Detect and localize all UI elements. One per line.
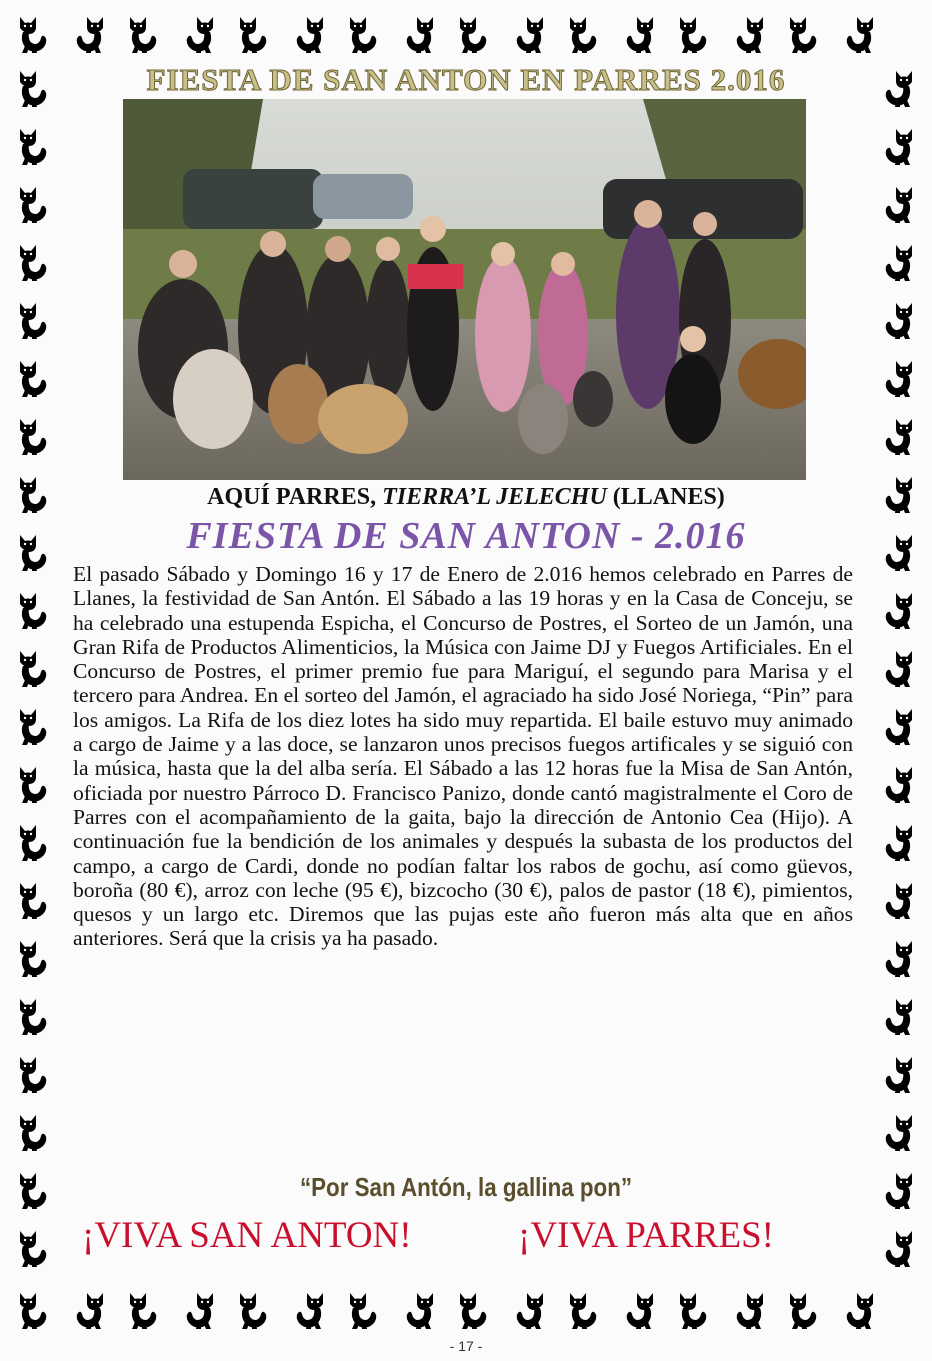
black-cat-icon [16, 880, 52, 920]
black-cat-icon [880, 938, 916, 978]
black-cat-icon [880, 532, 916, 572]
black-cat-icon [880, 1112, 916, 1152]
black-cat-icon [16, 532, 52, 572]
black-cat-icon [511, 14, 547, 54]
black-cat-icon [291, 1290, 327, 1330]
black-cat-icon [880, 590, 916, 630]
black-cat-icon [880, 358, 916, 398]
black-cat-icon [880, 416, 916, 456]
black-cat-icon [16, 1290, 52, 1330]
black-cat-icon [880, 1170, 916, 1210]
black-cat-icon [71, 14, 107, 54]
black-cat-icon [126, 1290, 162, 1330]
black-cat-icon [731, 1290, 767, 1330]
black-cat-icon [16, 648, 52, 688]
black-cat-icon [401, 1290, 437, 1330]
black-cat-icon [880, 474, 916, 514]
black-cat-icon [566, 14, 602, 54]
black-cat-icon [841, 1290, 877, 1330]
proverb-quote: “Por San Antón, la gallina pon” [299, 1172, 633, 1202]
black-cat-icon [16, 822, 52, 862]
black-cat-icon [16, 14, 52, 54]
black-cat-icon [731, 14, 767, 54]
black-cat-icon [456, 14, 492, 54]
black-cat-icon [880, 1054, 916, 1094]
black-cat-icon [16, 358, 52, 398]
black-cat-icon [126, 14, 162, 54]
black-cat-icon [566, 1290, 602, 1330]
black-cat-icon [880, 648, 916, 688]
black-cat-icon [16, 1112, 52, 1152]
black-cat-icon [880, 184, 916, 224]
article-heading: FIESTA DE SAN ANTON - 2.016 [186, 515, 746, 557]
black-cat-icon [880, 880, 916, 920]
black-cat-icon [786, 14, 822, 54]
black-cat-icon [621, 1290, 657, 1330]
black-cat-icon [346, 1290, 382, 1330]
black-cat-icon [16, 242, 52, 282]
black-cat-icon [676, 1290, 712, 1330]
black-cat-icon [16, 764, 52, 804]
black-cat-icon [16, 416, 52, 456]
group-photo-with-dogs [123, 99, 806, 480]
black-cat-icon [880, 822, 916, 862]
black-cat-icon [181, 14, 217, 54]
black-cat-icon [16, 126, 52, 166]
black-cat-icon [16, 1170, 52, 1210]
black-cat-icon [16, 706, 52, 746]
black-cat-icon [880, 996, 916, 1036]
black-cat-icon [621, 14, 657, 54]
black-cat-icon [346, 14, 382, 54]
black-cat-icon [676, 14, 712, 54]
black-cat-icon [71, 1290, 107, 1330]
black-cat-icon [16, 1228, 52, 1268]
black-cat-icon [401, 14, 437, 54]
black-cat-icon [16, 68, 52, 108]
black-cat-icon [880, 764, 916, 804]
black-cat-icon [456, 1290, 492, 1330]
black-cat-icon [16, 300, 52, 340]
black-cat-icon [880, 242, 916, 282]
black-cat-icon [880, 68, 916, 108]
black-cat-icon [236, 1290, 272, 1330]
black-cat-icon [511, 1290, 547, 1330]
black-cat-icon [16, 474, 52, 514]
black-cat-icon [16, 590, 52, 630]
black-cat-icon [880, 706, 916, 746]
page-number: - 17 - [449, 1338, 483, 1354]
black-cat-icon [880, 126, 916, 166]
black-cat-icon [841, 14, 877, 54]
page-title: FIESTA DE SAN ANTON EN PARRES 2.016 [146, 62, 786, 97]
black-cat-icon [786, 1290, 822, 1330]
article-body: El pasado Sábado y Domingo 16 y 17 de Enero de 2.016 hemos celebrado en Parres de Llanes, la festividad de San Antón. El Sábado a las 19 horas y en la Casa de Conceju, se ha celebrado una estupenda Espicha, el Concurso de Postres, el Sorteo de un Jamón, una Gran Rifa de Productos Alimenticios, la Música con Jaime DJ y Fuegos Artificiales. En el Concurso de Postres, el primer premio fue para Mariguí, el segundo para Marisa y el tercero para Andrea. En el sorteo del Jamón, el agraciado ha sido José Noriega, “Pin” para los amigos. La Rifa de los diez lotes ha sido muy repartida. El baile estuvo muy animado a cargo de Jaime y a las doce, se lanzaron unos precisos fuegos artificales y se siguió con la música, hasta que la del alba sería. El Sábado a las 12 horas fue la Misa de San Antón, oficiada por nuestro Párroco D. Francisco Panizo, donde cantó magistralmente el Coro de Parres con el acompañamiento de la gaita, bajo la dirección de Antonio Cea (Hijo). A continuación fue la bendición de los animales y después la subasta de los productos del campo, a cargo de Cardi, donde no podían faltar los rabos de gochu, así como güevos, boroña (80 €), arroz con leche (95 €), bizcocho (30 €), palos de pastor (18 €), pimientos, quesos y un largo etc. Diremos que las pujas este año fueron más alta que en años anteriores. Será que la crisis ya ha pasado. [73, 562, 853, 951]
viva-san-anton: ¡VIVA SAN ANTON! [82, 1215, 412, 1256]
black-cat-icon [880, 300, 916, 340]
viva-parres: ¡VIVA PARRES! [518, 1215, 775, 1256]
black-cat-icon [16, 1054, 52, 1094]
black-cat-icon [16, 184, 52, 224]
black-cat-icon [181, 1290, 217, 1330]
black-cat-icon [16, 996, 52, 1036]
black-cat-icon [16, 938, 52, 978]
black-cat-icon [236, 14, 272, 54]
black-cat-icon [291, 14, 327, 54]
black-cat-icon [880, 1228, 916, 1268]
article-subtitle: AQUÍ PARRES, TIERRA’L JELECHU (LLANES) [207, 484, 725, 510]
